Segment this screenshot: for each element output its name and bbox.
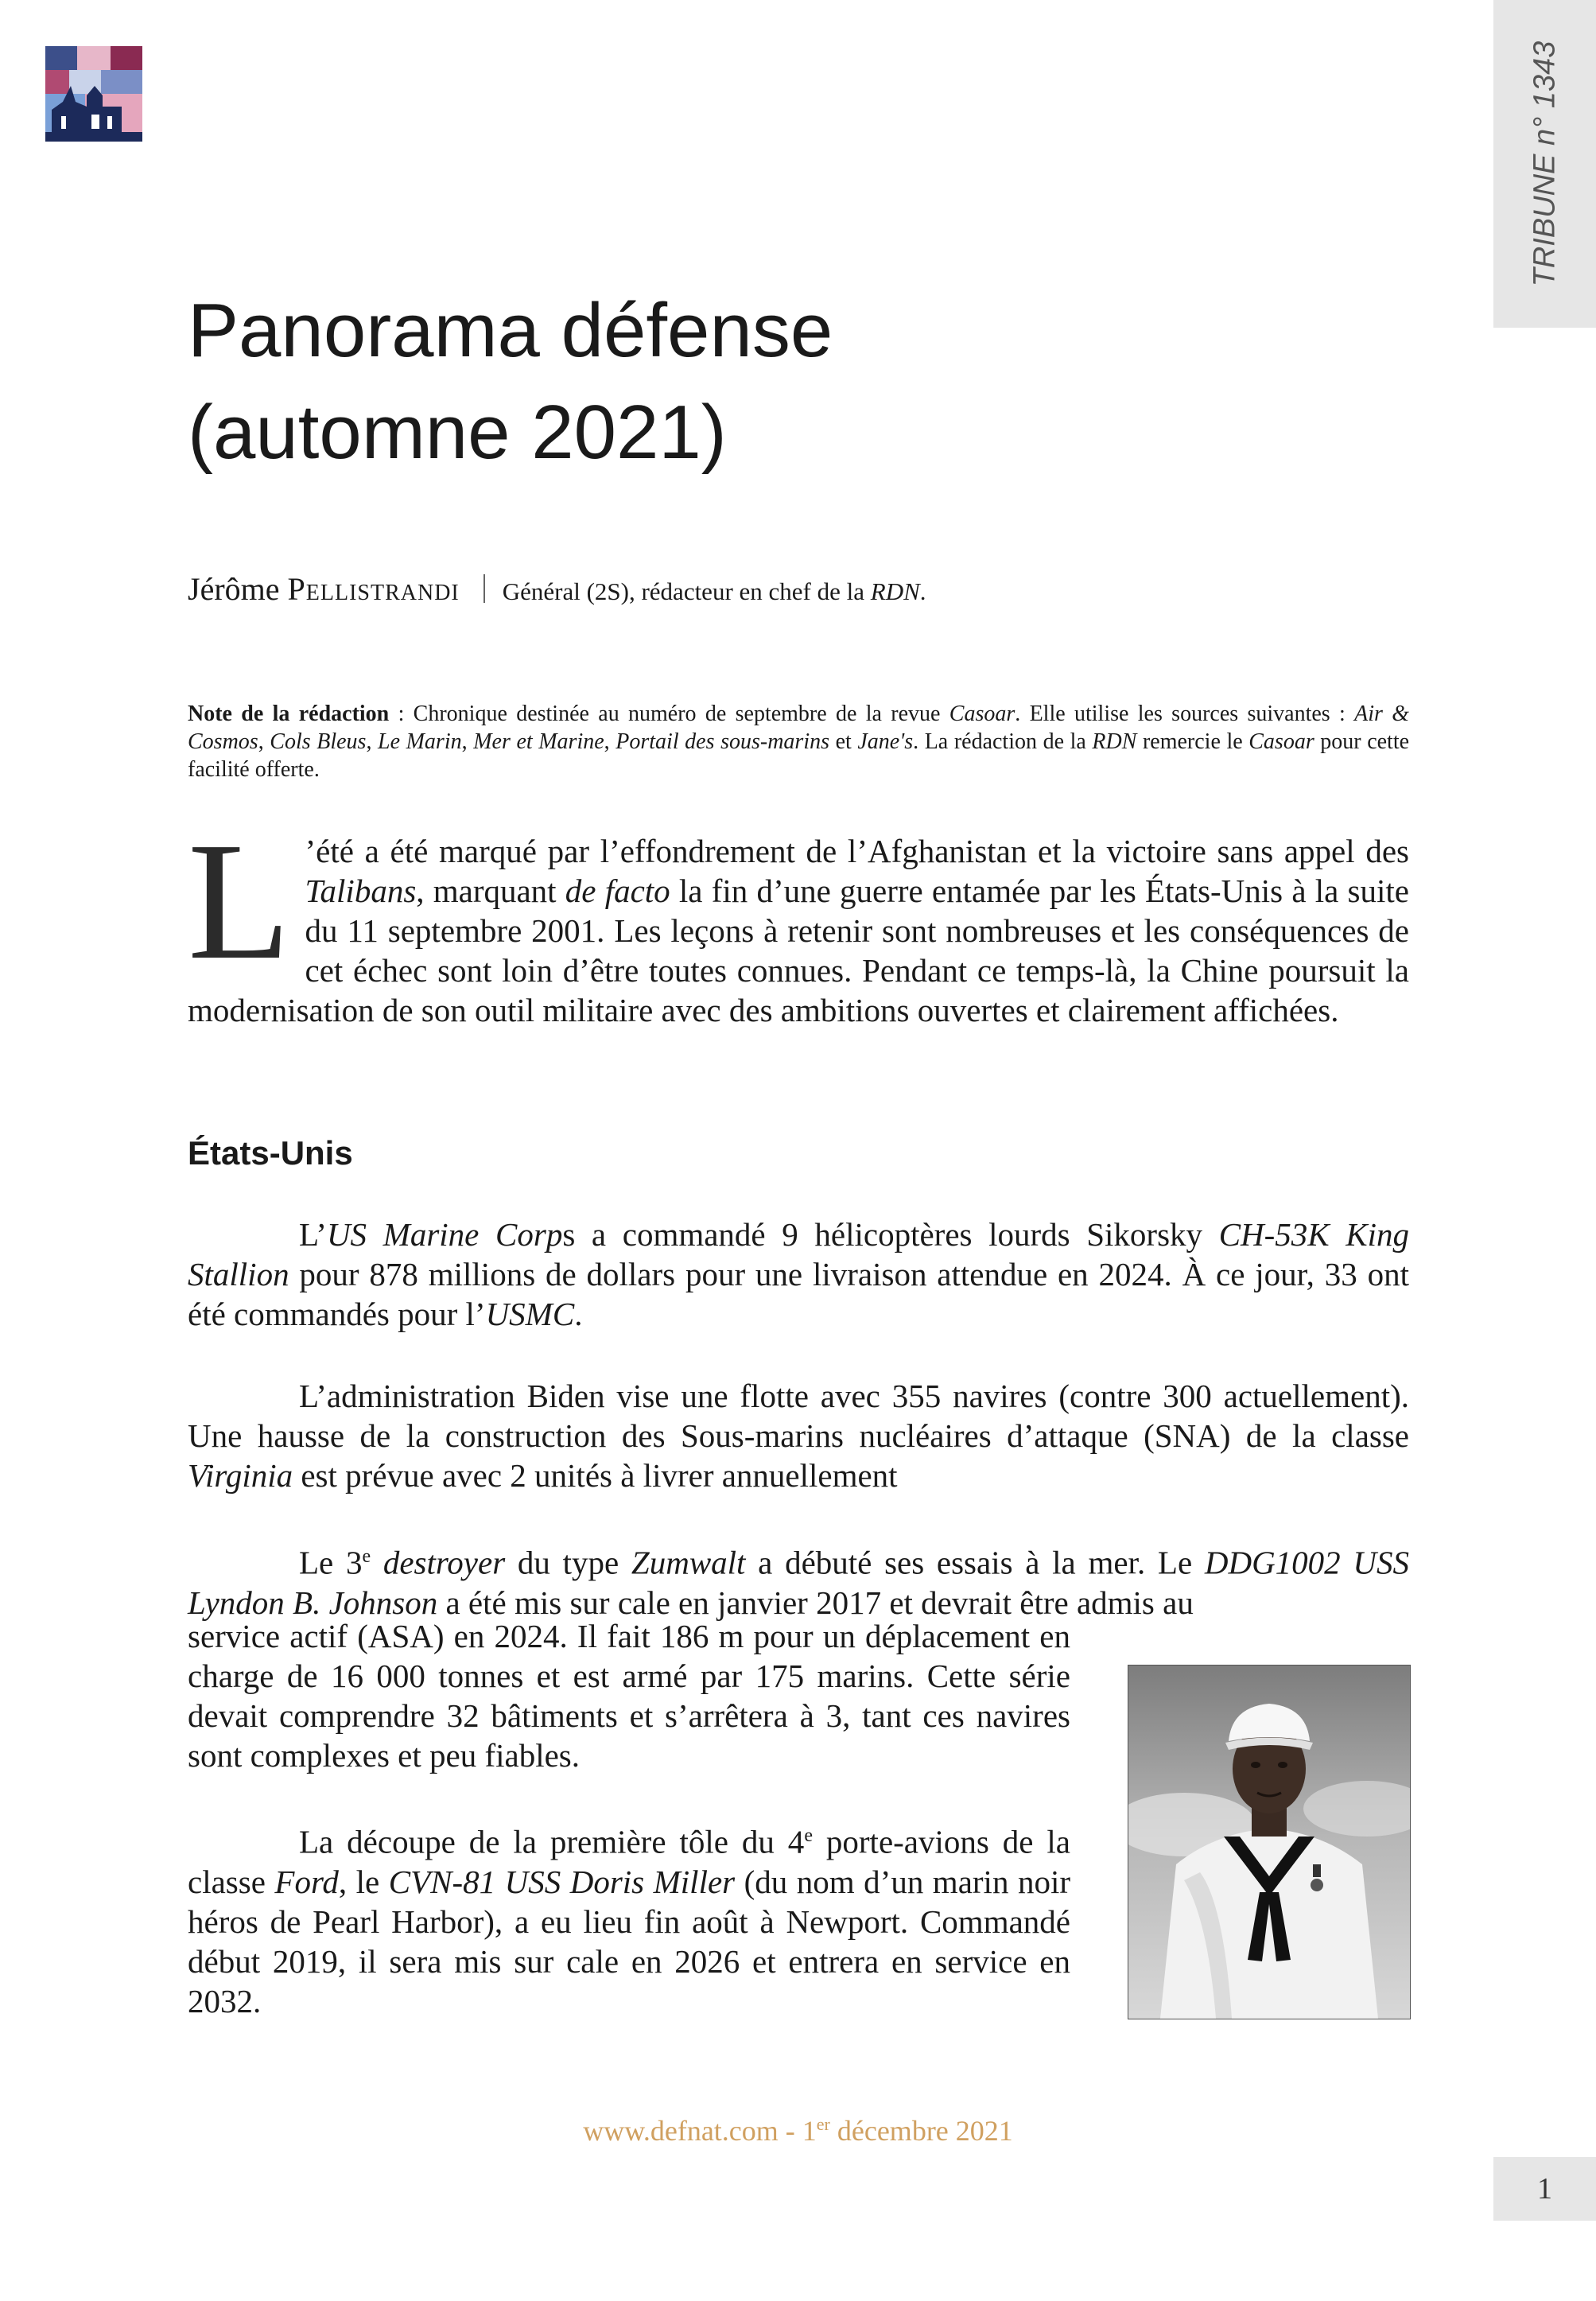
footer-date (0, 2114, 1596, 2147)
p4-italic: CVN-81 USS Doris Miller (388, 1863, 736, 1900)
tribune-label: TRIBUNE n° 1343 (1528, 41, 1561, 287)
intro-italic: de facto (565, 873, 670, 909)
rdn-logo (45, 46, 142, 142)
note-italic: Mer et Marine (473, 729, 604, 754)
author-role-end: . (919, 577, 926, 605)
p3-text: a été mis sur cale en janvier 2017 et devrait être admis au (437, 1584, 1194, 1621)
p4-superscript: e (804, 1825, 813, 1846)
p3-superscript: e (362, 1546, 371, 1567)
note-text: . Elle utilise les sources suivantes : (1015, 702, 1355, 726)
note-italic: RDN (1092, 729, 1137, 754)
editorial-note (188, 700, 1409, 783)
note-text: et (829, 729, 858, 754)
p1-text: s a commandé 9 hélicoptères lourds Sikorsky (562, 1216, 1219, 1253)
p4-italic: Ford (274, 1863, 339, 1900)
title-line-2: (automne 2021) (188, 390, 727, 475)
p3-italic: destroyer (382, 1544, 506, 1581)
intro-italic: Talibans (305, 873, 417, 909)
p1-italic: CH-53K King Stallion (188, 1216, 1410, 1292)
note-italic: Air & Cosmos (188, 702, 1409, 754)
p1-italic: USMC (485, 1296, 575, 1332)
author-line (188, 569, 926, 609)
sailor-illustration (1128, 1666, 1410, 2019)
note-label: Note de la rédaction (188, 702, 390, 726)
note-text: , (366, 729, 379, 754)
note-text: pour cette facilité offerte. (188, 729, 1410, 782)
p1-italic: US Marine Corp (326, 1216, 563, 1253)
p3-text: a débuté ses essais à la mer. Le (745, 1544, 1205, 1581)
paragraph-navy-fleet (188, 1376, 1409, 1495)
p4-text: porte-avions de la classe (188, 1823, 1070, 1900)
footer-text: décembre 2021 (829, 2115, 1013, 2147)
note-italic: Cols Bleus (270, 729, 367, 754)
p3-text: du type (505, 1544, 631, 1581)
p3-italic: DDG1002 USS Lyndon B. Johnson (188, 1544, 1410, 1621)
note-text: , (604, 729, 616, 754)
p2-text: L’administration Biden vise une flotte avec 355 navires (contre 300 actuellement). Une hausse de la construction des Sous-marins nucléaires d’attaque (SNA) de la classe (188, 1378, 1409, 1454)
note-text: . La rédaction de la (913, 729, 1093, 754)
sailor-photo (1128, 1665, 1411, 2019)
p2-italic: Virginia (188, 1457, 293, 1494)
author-role (503, 577, 926, 605)
note-italic: Le Marin (378, 729, 462, 754)
footer-text: www.defnat.com - 1 (583, 2115, 817, 2147)
author-role-italic: RDN (870, 577, 920, 605)
note-text: remercie le (1136, 729, 1249, 754)
note-italic: Casoar (949, 702, 1015, 726)
p2-text: est prévue avec 2 unités à livrer annuellement (293, 1457, 898, 1494)
note-italic: Portail des sous-marins (615, 729, 829, 754)
paragraph-marine-corps (188, 1215, 1409, 1334)
page-number: 1 (1493, 2157, 1596, 2221)
intro-text: , marquant (416, 873, 565, 909)
page-title (188, 280, 833, 484)
paragraph-zumwalt (188, 1537, 1409, 1623)
note-text: : Chronique destinée au numéro de septembre de la revue (389, 702, 949, 726)
p1-text: . (574, 1296, 583, 1332)
author-role-text: Général (2S), rédacteur en chef de la (502, 577, 871, 605)
section-heading: États-Unis (188, 1134, 353, 1172)
p4-text: (du nom d’un marin noir héros de Pearl Harbor), a eu lieu fin août à Newport. Commandé début 2019, il sera mis sur cale en 2026 et entrera en service en 2032. (188, 1863, 1070, 2019)
author-last-name: Pellistrandi (287, 571, 460, 607)
note-text: , (258, 729, 270, 754)
drop-cap: L (188, 807, 291, 994)
paragraph-zumwalt-continued: service actif (ASA) en 2024. Il fait 186 m pour un déplacement en charge de 16 000 tonnes et est armé par 175 marins. Cette série devait comprendre 32 bâtiments et s’arrêtera à 3, tant ces navires sont complexes et peu fiables. (188, 1618, 1070, 1774)
note-italic: Jane's (857, 729, 914, 754)
tribune-tab (1493, 0, 1596, 328)
p4-text: , le (338, 1863, 389, 1900)
note-text: , (461, 729, 474, 754)
p1-text: pour 878 millions de dollars pour une livraison attendue en 2024. À ce jour, 33 ont été commandés pour l’ (188, 1256, 1409, 1332)
p4-text: La découpe de la première tôle du 4 (299, 1823, 805, 1860)
p3-italic: Zumwalt (631, 1544, 746, 1581)
paragraph-ford-carrier (188, 1816, 1070, 2021)
p3-text: Le 3 (299, 1544, 363, 1581)
intro-text: ’été a été marqué par l’effondrement de l’Afghanistan et la victoire sans appel des (305, 833, 1409, 869)
author-first-name: Jérôme (188, 571, 280, 607)
author-separator (483, 574, 485, 603)
footer-superscript: er (816, 2114, 830, 2134)
p1-text: L’ (299, 1216, 327, 1253)
title-line-1: Panorama défense (188, 288, 833, 373)
intro-text: la fin d’une guerre entamée par les États-Unis à la suite du 11 septembre 2001. Les leçons à retenir sont nombreuses et les conséquences de cet échec sont loin d’être toutes connues. Pendant ce temps-là, la Chine poursuit la modernisation de son outil militaire avec des ambitions ouvertes et clairement affichées. (188, 873, 1409, 1028)
intro-paragraph (188, 807, 1409, 1030)
note-italic: Casoar (1248, 729, 1314, 754)
